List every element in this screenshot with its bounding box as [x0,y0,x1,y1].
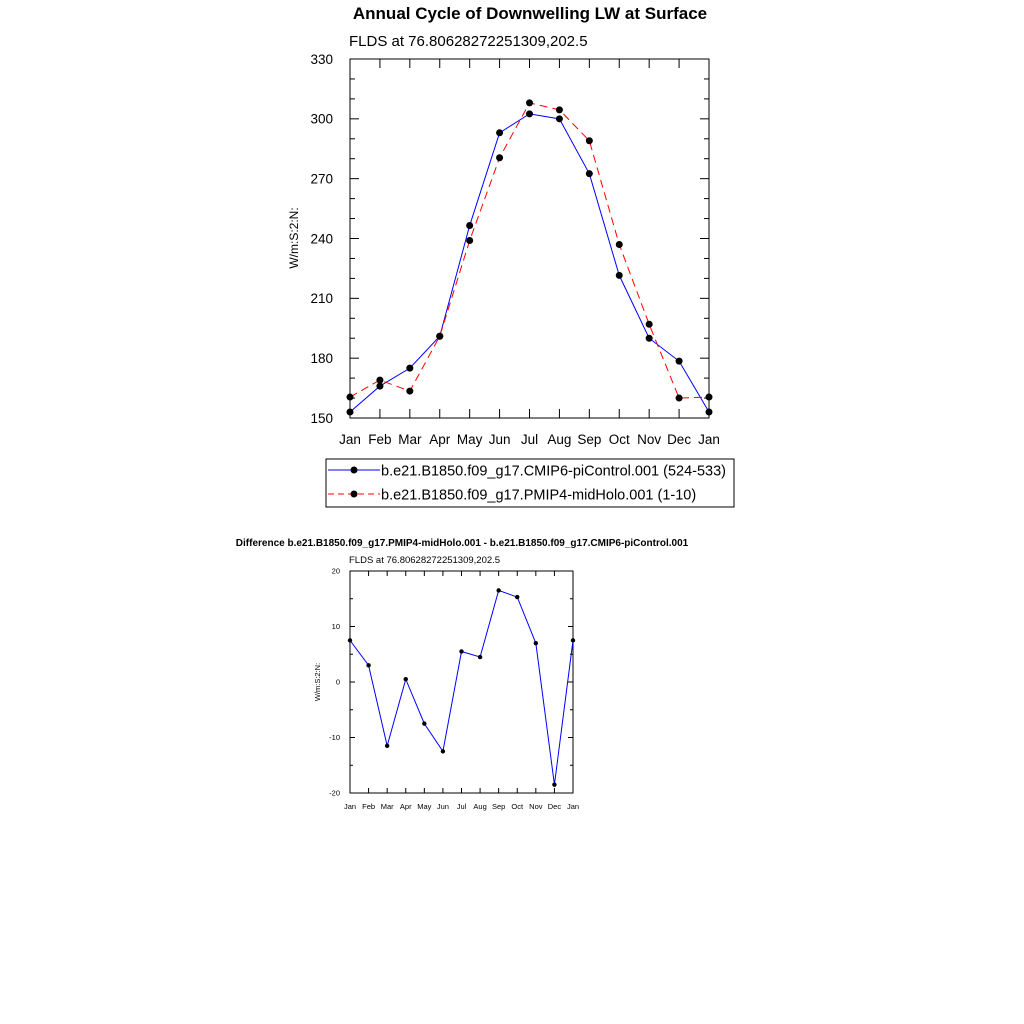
diff-xtick-label: Jan [566,802,580,811]
diff-series-0-point [366,663,370,667]
diff-ytick-label: -10 [329,733,340,743]
diff-ytick-label: 0 [335,677,340,687]
diff-series-0-point [441,749,445,753]
main-series-0-point [676,358,683,365]
diff-xtick-label: Mar [380,802,394,811]
main-series-1-point [406,388,413,395]
legend-label-1: b.e21.B1850.f09_g17.PMIP4-midHolo.001 (1-10) [381,487,697,504]
legend-label-0: b.e21.B1850.f09_g17.CMIP6-piControl.001 (524-533) [381,463,727,480]
diff-title: Difference b.e21.B1850.f09_g17.PMIP4-midHolo.001 - b.e21.B1850.f09_g17.CMIP6-piControl.001 [235,538,689,549]
main-xtick-label: Jun [488,432,511,447]
main-series-1-point [466,237,473,244]
main-series-0-point [646,335,653,342]
diff-xtick-label: Jan [343,802,357,811]
diff-series-0-point [515,595,519,599]
legend [326,459,734,507]
main-xtick-label: Dec [667,432,692,447]
diff-series-0-point [478,655,482,659]
main-xtick-label: Sep [577,432,602,447]
main-series-line-1 [350,103,709,398]
main-series-0-point [556,115,563,122]
main-ytick-label: 270 [310,171,333,187]
legend-marker-0 [351,467,358,474]
main-xtick-label: Nov [637,432,662,447]
main-xtick-label: Apr [429,432,451,447]
diff-series-0-point [534,641,538,645]
diff-ylabel: W/m:S:2:N: [313,662,322,702]
main-ytick-label: 330 [310,51,333,67]
main-series-1-point [556,106,563,113]
main-series-0-point [706,409,713,416]
main-series-0-point [347,409,354,416]
main-series-1-point [586,137,593,144]
main-series-1-point [526,99,533,106]
main-ylabel: W/m:S:2:N: [287,207,301,269]
diff-xtick-label: Dec [547,802,562,811]
diff-subtitle: FLDS at 76.80628272251309,202.5 [349,555,501,566]
diff-xtick-label: Nov [529,802,543,811]
diff-series-0-point [385,744,389,748]
diff-ytick-label: 10 [331,622,340,632]
main-plot-area [310,52,719,447]
main-subtitle: FLDS at 76.80628272251309,202.5 [349,33,588,50]
main-series-1-point [646,321,653,328]
diff-xtick-label: Apr [399,802,412,811]
diff-series-0-point [552,782,556,786]
main-ytick-label: 240 [310,231,333,247]
diff-plot-area [329,567,579,811]
diff-xtick-label: Aug [473,802,487,811]
main-xtick-label: Feb [368,432,392,447]
diff-xtick-label: Feb [362,802,376,811]
main-series-0-point [496,129,503,136]
main-series-0-point [526,110,533,117]
main-title: Annual Cycle of Downwelling LW at Surface [352,4,708,23]
legend-marker-1 [351,491,358,498]
diff-xtick-label: Sep [491,802,506,811]
main-xtick-label: Mar [398,432,422,447]
main-xtick-label: Jul [520,432,539,447]
diff-series-0-point [459,649,463,653]
diff-xtick-label: May [417,802,432,811]
main-ytick-label: 180 [310,351,333,367]
main-series-line-0 [350,114,709,412]
diff-xtick-label: Jul [456,802,467,811]
main-series-0-point [406,365,413,372]
diff-series-0-point [571,638,575,642]
main-series-1-point [376,377,383,384]
main-series-0-point [616,272,623,279]
main-xtick-label: Jan [339,432,361,447]
main-ytick-label: 300 [310,111,333,127]
main-series-1-point [436,333,443,340]
diff-series-0-point [404,677,408,681]
main-series-0-point [466,222,473,229]
main-ytick-label: 210 [310,291,333,307]
diff-series-0-point [422,721,426,725]
diff-xtick-label: Oct [511,802,524,811]
main-series-1-point [496,154,503,161]
diff-series-line-0 [350,590,573,784]
diff-ytick-label: -20 [329,788,340,798]
main-xtick-label: May [456,432,483,447]
main-series-1-point [706,394,713,401]
main-xtick-label: Oct [608,432,630,447]
diff-series-0-point [348,638,352,642]
diff-series-0-point [496,588,500,592]
main-xtick-label: Jan [698,432,720,447]
main-series-0-point [376,383,383,390]
main-xtick-label: Aug [547,432,572,447]
main-series-1-point [616,241,623,248]
diff-frame [350,571,573,793]
main-series-0-point [586,170,593,177]
diff-xtick-label: Jun [436,802,449,811]
main-series-1-point [676,395,683,402]
main-ytick-label: 150 [310,410,333,426]
diff-ytick-label: 20 [331,566,340,576]
main-series-1-point [347,394,354,401]
